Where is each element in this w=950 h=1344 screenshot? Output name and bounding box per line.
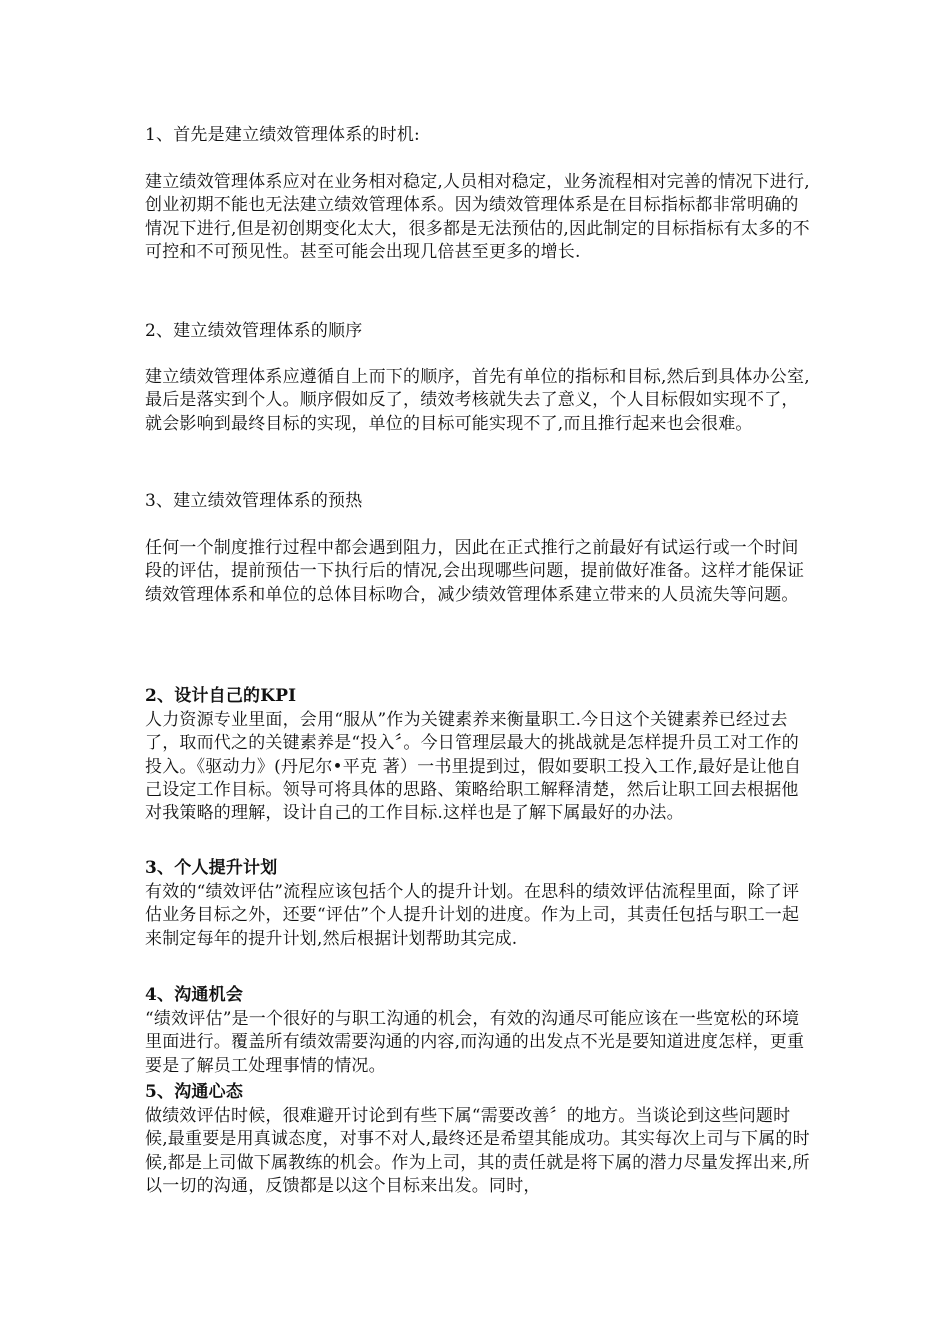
point-chance-heading: 4、沟通机会 <box>145 985 244 1005</box>
point-kpi-paragraph: 人力资源专业里面，会用“服从”作为关键素养来衡量职工.今日这个关键素养已经过去了，取而代之的关键素养是“投入〞。今日管理层最大的挑战就是怎样提升员工对工作的投入。《驱动力》(丹尼尔•平克 著）一书里提到过，假如要职工投入工作,最好是让他自己设定工作目标。领导可将具体的思路、策略给职工解释清楚，然后让职工回去根据他对我策略的理解，设计自己的工作目标.这样也是了解下属最好的办法。 <box>145 710 802 824</box>
section-2-paragraph: 建立绩效管理体系应遵循自上而下的顺序，首先有单位的指标和目标,然后到具体办公室,最后是落实到个人。顺序假如反了，绩效考核就失去了意义，个人目标假如实现不了，就会影响到最终目标的实现，单位的目标可能实现不了,而且推行起来也会很难。 <box>145 367 810 434</box>
point-plan-heading: 3、个人提升计划 <box>145 858 278 878</box>
section-3-paragraph: 任何一个制度推行过程中都会遇到阻力，因此在正式推行之前最好有试运行或一个时间段的评估，提前预估一下执行后的情况,会出现哪些问题，提前做好准备。这样才能保证绩效管理体系和单位的总体目标吻合，减少绩效管理体系建立带来的人员流失等问题。 <box>145 538 805 605</box>
point-kpi-heading: 2、设计自己的KPI <box>145 686 297 706</box>
section-2-heading: 2、建立绩效管理体系的顺序 <box>145 321 363 341</box>
section-1-heading: 1、首先是建立绩效管理体系的时机: <box>145 125 420 145</box>
section-3-heading: 3、建立绩效管理体系的预热 <box>145 491 363 511</box>
point-plan-paragraph: 有效的“绩效评估”流程应该包括个人的提升计划。在思科的绩效评估流程里面，除了评估业务目标之外，还要“评估”个人提升计划的进度。作为上司，其责任包括与职工一起来制定每年的提升计划,然后根据计划帮助其完成. <box>145 882 800 949</box>
point-mindset-paragraph: 做绩效评估时候，很难避开讨论到有些下属“需要改善〞的地方。当谈论到这些问题时候,最重要是用真诚态度，对事不对人,最终还是希望其能成功。其实每次上司与下属的时候,都是上司做下属教练的机会。作为上司，其的责任就是将下属的潜力尽量发挥出来,所以一切的沟通，反馈都是以这个目标来出发。同时， <box>145 1106 810 1196</box>
point-mindset-heading: 5、沟通心态 <box>145 1082 244 1102</box>
section-1-paragraph: 建立绩效管理体系应对在业务相对稳定,人员相对稳定，业务流程相对完善的情况下进行,创业初期不能也无法建立绩效管理体系。因为绩效管理体系是在目标指标都非常明确的情况下进行,但是初创期变化太大，很多都是无法预估的,因此制定的目标指标有太多的不可控和不可预见性。甚至可能会出现几倍甚至更多的增长. <box>145 172 810 262</box>
point-chance-paragraph: “绩效评估”是一个很好的与职工沟通的机会，有效的沟通尽可能应该在一些宽松的环境里面进行。覆盖所有绩效需要沟通的内容,而沟通的出发点不光是要知道进度怎样，更重要是了解员工处理事情的情况。 <box>145 1009 805 1076</box>
